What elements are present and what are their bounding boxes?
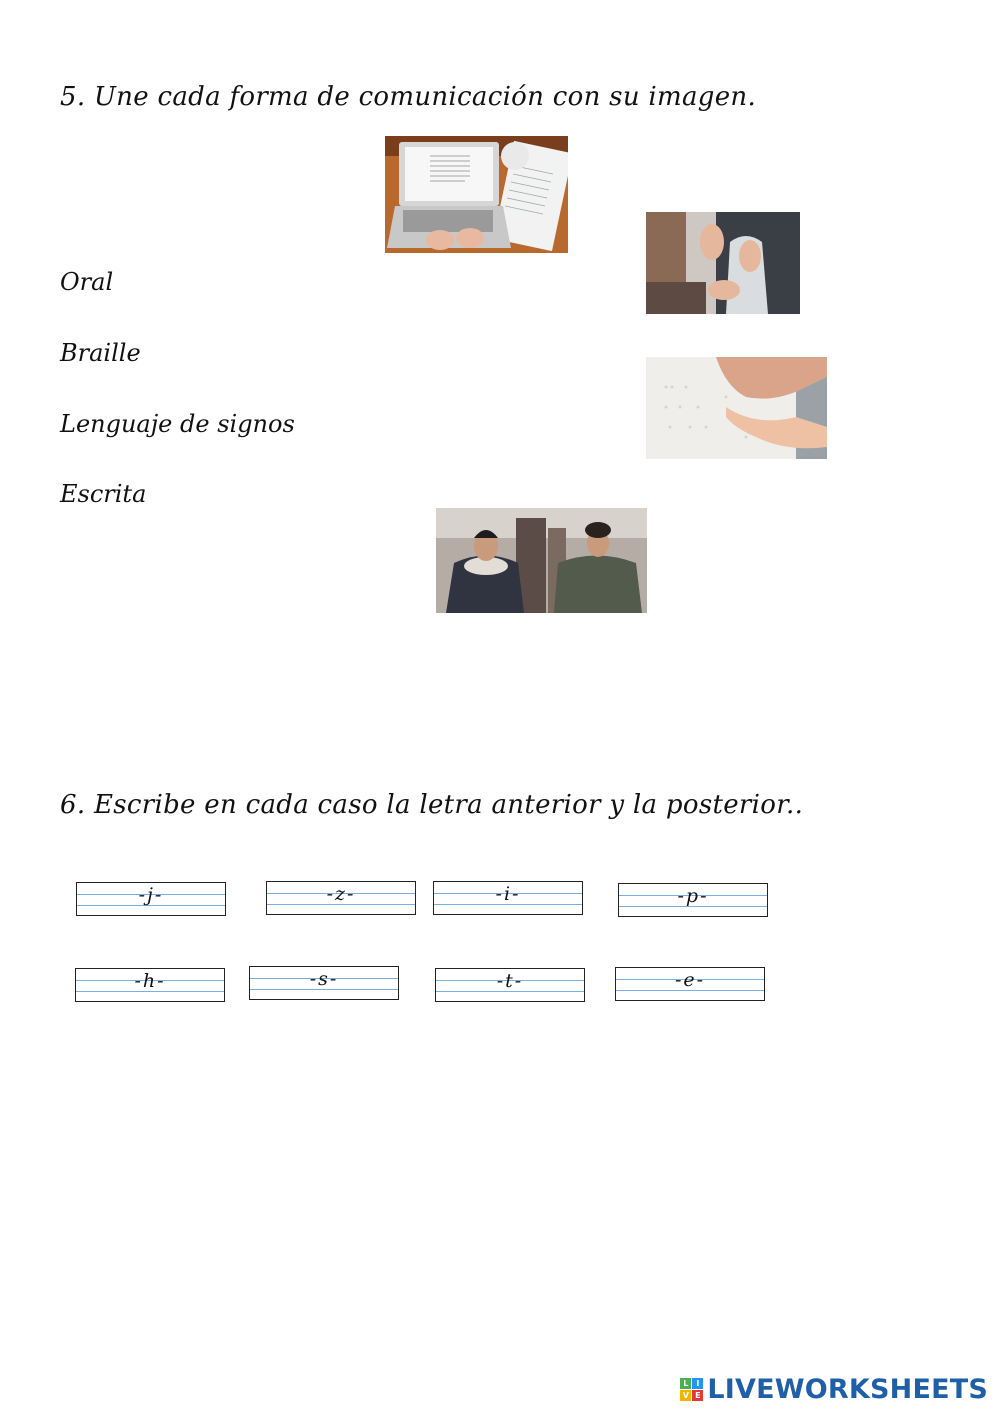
laptop-writing-photo[interactable] (385, 136, 568, 253)
logo-mark-icon (680, 1378, 703, 1401)
letter-box-text: -j- (138, 884, 164, 906)
letter-box[interactable] (266, 881, 416, 915)
logo-mark-letter: V (680, 1390, 691, 1401)
letter-box-text: -i- (495, 883, 521, 905)
letter-box-text: -h- (134, 970, 166, 992)
liveworksheets-logo (680, 1374, 988, 1404)
braille-reading-photo[interactable] (646, 357, 827, 459)
letter-box-text: -t- (496, 970, 524, 992)
letter-box[interactable] (615, 967, 765, 1001)
option-sign-language[interactable]: Lenguaje de signos (60, 410, 295, 438)
logo-text: LIVEWORKSHEETS (707, 1373, 988, 1405)
exercise-6-title: 6. Escribe en cada caso la letra anterior y la posterior.. (60, 790, 804, 820)
logo-mark-letter: L (680, 1378, 691, 1389)
option-oral[interactable]: Oral (60, 268, 114, 296)
letter-box-text: -p- (677, 885, 709, 907)
letter-box[interactable] (249, 966, 399, 1000)
sign-language-photo[interactable] (646, 212, 800, 314)
letter-box-text: -e- (674, 969, 706, 991)
exercise-5-title: 5. Une cada forma de comunicación con su imagen. (60, 82, 757, 112)
letter-box[interactable] (76, 882, 226, 916)
people-talking-photo[interactable] (436, 508, 647, 613)
logo-mark-letter: E (692, 1390, 703, 1401)
letter-box[interactable] (435, 968, 585, 1002)
option-written[interactable]: Escrita (60, 480, 147, 508)
option-braille[interactable]: Braille (60, 339, 141, 367)
letter-box[interactable] (618, 883, 768, 917)
logo-mark-letter: I (692, 1378, 703, 1389)
letter-box-text: -s- (309, 968, 339, 990)
letter-box-text: -z- (326, 883, 356, 905)
letter-box[interactable] (75, 968, 225, 1002)
letter-box[interactable] (433, 881, 583, 915)
